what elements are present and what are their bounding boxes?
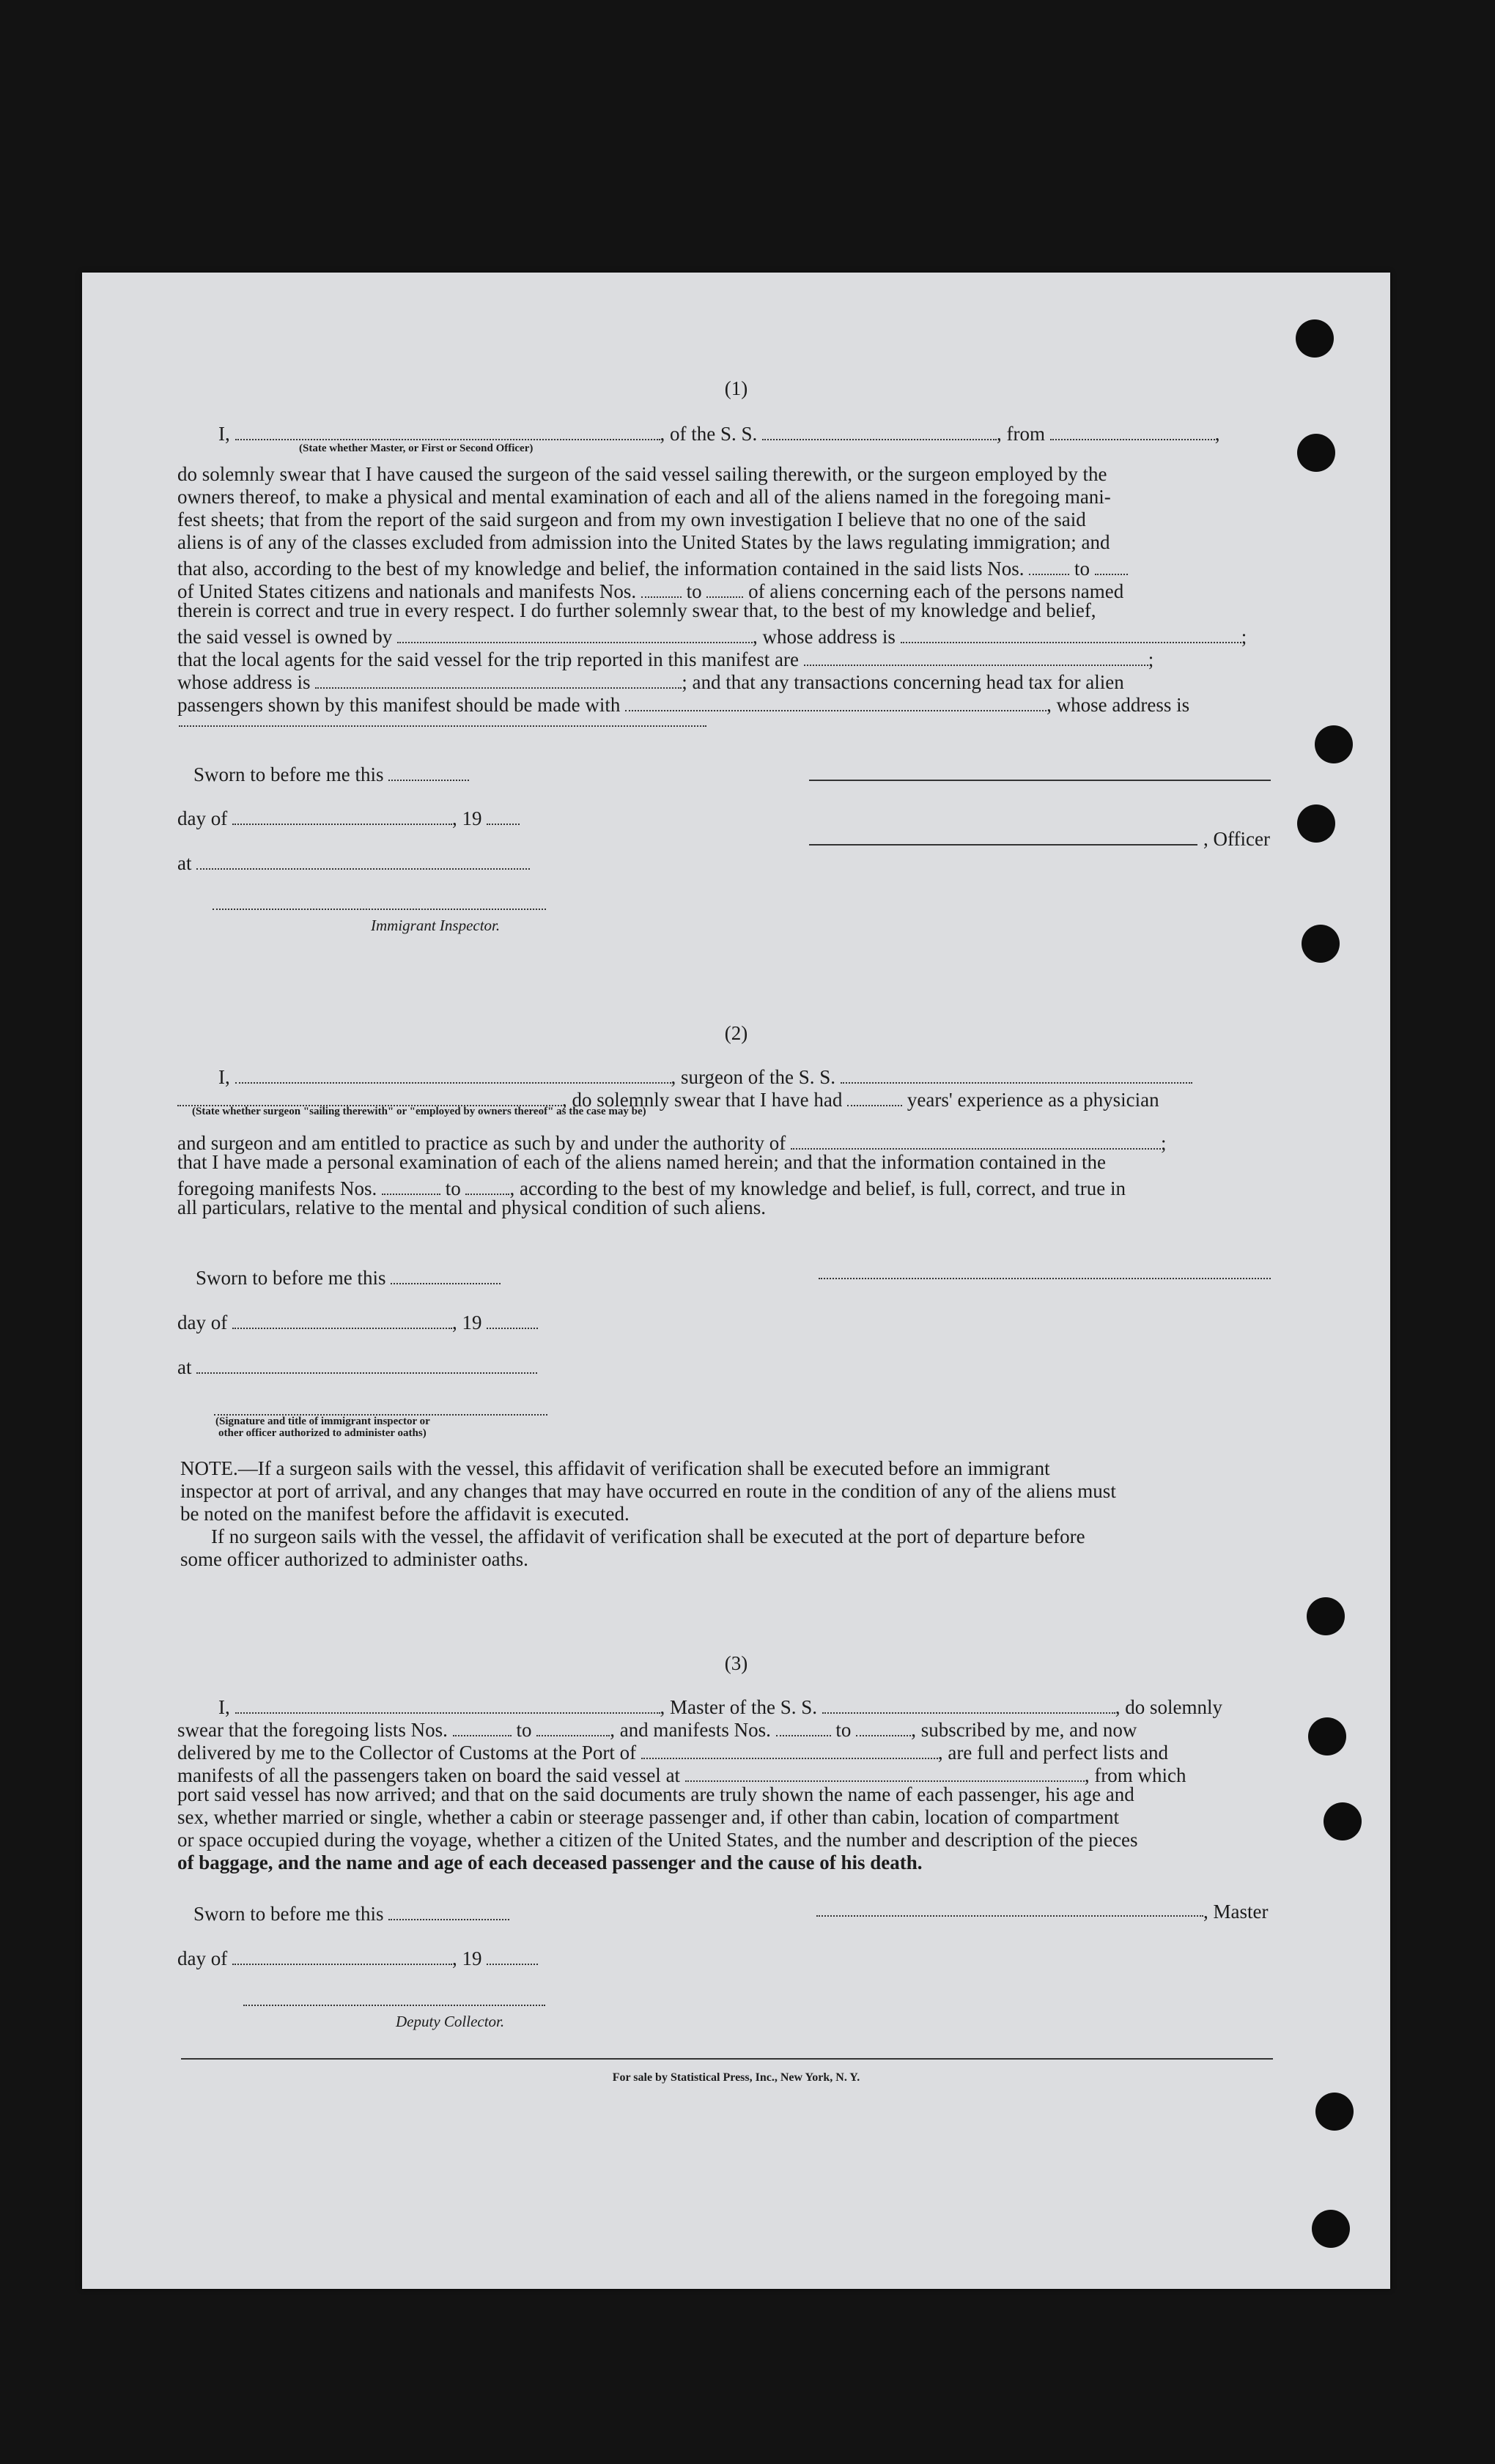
s2-line-1: I, , surgeon of the S. S.	[218, 1062, 1192, 1089]
binder-hole	[1315, 2093, 1354, 2131]
s1-line-4: fest sheets; that from the report of the said surgeon and from my own investigation I believe that no one of the said	[177, 508, 1086, 530]
s3-line-2: swear that the foregoing lists Nos. to , and manifests Nos. to , subscribed by me, and now	[177, 1715, 1137, 1742]
s1-line-1: I, , of the S. S. , from ,	[218, 419, 1220, 445]
note-para-1a: NOTE.—If a surgeon sails with the vessel, this affidavit of verification shall be executed before an immigrant	[180, 1457, 1050, 1479]
s1-line-10: that the local agents for the said vessel for the trip reported in this manifest are ;	[177, 645, 1153, 671]
s1-signature-line-1	[809, 780, 1271, 781]
s3-day-line: day of , 19	[177, 1944, 538, 1970]
s2-line-4: that I have made a personal examination of each of the aliens named herein; and that the information contained in the	[177, 1151, 1107, 1173]
s3-line-1: I, , Master of the S. S. , do solemnly	[218, 1692, 1222, 1719]
s2-caption-signature-b: other officer authorized to administer oaths)	[218, 1427, 427, 1439]
s1-caption-officer: (State whether Master, or First or Second Officer)	[299, 443, 534, 454]
note-para-2a: If no surgeon sails with the vessel, the affidavit of verification shall be executed at the port of departure before	[211, 1525, 1085, 1547]
binder-hole	[1324, 1802, 1362, 1840]
s2-line-2: , do solemnly swear that I have had years' experience as a physician	[177, 1085, 1159, 1111]
binder-hole	[1302, 925, 1340, 963]
manifest-affidavit-page	[82, 273, 1390, 2289]
s3-sworn-line: Sworn to before me this	[193, 1899, 509, 1925]
note-para-1b: inspector at port of arrival, and any changes that may have occurred en route in the condition of any of the aliens must	[180, 1480, 1116, 1502]
s1-line-9: the said vessel is owned by , whose address is ;	[177, 622, 1247, 648]
s2-sworn-line: Sworn to before me this	[196, 1263, 501, 1290]
section-2-number: (2)	[724, 1022, 748, 1044]
s1-immigrant-inspector-label: Immigrant Inspector.	[371, 917, 501, 934]
s3-master-signature-line	[816, 1915, 1203, 1917]
s3-line-3: delivered by me to the Collector of Customs at the Port of , are full and perfect lists and	[177, 1738, 1168, 1764]
s2-caption-surgeon: (State whether surgeon "sailing therewith" or "employed by owners thereof" as the case may be)	[192, 1106, 646, 1117]
s1-line-3: owners thereof, to make a physical and mental examination of each and all of the aliens named in the foregoing mani-	[177, 486, 1111, 508]
s2-line-3: and surgeon and am entitled to practice as such by and under the authority of ;	[177, 1128, 1167, 1155]
footer-publisher: For sale by Statistical Press, Inc., New York, N. Y.	[612, 2071, 860, 2084]
s3-line-7: or space occupied during the voyage, whether a citizen of the United States, and the number and description of the pieces	[177, 1829, 1138, 1851]
s1-at-line: at	[177, 848, 530, 875]
s1-line-6: that also, according to the best of my knowledge and belief, the information contained in the said lists Nos. to	[177, 554, 1128, 580]
s2-caption-signature-a: (Signature and title of immigrant inspector or	[215, 1416, 430, 1427]
s1-signature-line-2	[809, 844, 1197, 846]
s3-line-4: manifests of all the passengers taken on board the said vessel at , from which	[177, 1761, 1186, 1787]
s1-officer-label: , Officer	[1203, 828, 1270, 850]
binder-hole	[1297, 804, 1335, 843]
s3-collector-line	[243, 2005, 545, 2006]
binder-hole	[1296, 319, 1334, 358]
footer-rule	[181, 2058, 1273, 2060]
binder-hole	[1297, 434, 1335, 472]
s1-sworn-line: Sworn to before me this	[193, 760, 469, 786]
s3-line-5: port said vessel has now arrived; and that on the said documents are truly shown the name of each passenger, his age and	[177, 1783, 1134, 1805]
s1-line-12: passengers shown by this manifest should be made with , whose address is	[177, 690, 1189, 717]
s2-line-5: foregoing manifests Nos. to , according to the best of my knowledge and belief, is full, correct, and true in	[177, 1174, 1126, 1200]
binder-hole	[1315, 725, 1353, 763]
note-para-1c: be noted on the manifest before the affidavit is executed.	[180, 1503, 630, 1525]
section-3-number: (3)	[724, 1652, 748, 1674]
s1-line-11: whose address is ; and that any transactions concerning head tax for alien	[177, 667, 1124, 694]
s2-signature-line	[819, 1278, 1271, 1279]
s1-line-7: of United States citizens and nationals and manifests Nos. to of aliens concerning each of the persons named	[177, 577, 1123, 603]
s3-master-label: , Master	[1203, 1901, 1269, 1923]
s1-line-8: therein is correct and true in every respect. I do further solemnly swear that, to the best of my knowledge and belief,	[177, 599, 1096, 621]
s3-deputy-collector-label: Deputy Collector.	[396, 2013, 505, 2030]
s1-inspector-line	[213, 909, 546, 910]
note-para-2b: some officer authorized to administer oaths.	[180, 1548, 528, 1570]
s2-line-6: all particulars, relative to the mental and physical condition of such aliens.	[177, 1196, 766, 1218]
s3-line-6: sex, whether married or single, whether a cabin or steerage passenger and, if other than cabin, location of compartment	[177, 1806, 1120, 1828]
s1-line-2: do solemnly swear that I have caused the surgeon of the said vessel sailing therewith, or the surgeon employed by the	[177, 463, 1107, 485]
s3-line-8: of baggage, and the name and age of each deceased passenger and the cause of his death.	[177, 1851, 923, 1873]
s2-day-line: day of , 19	[177, 1308, 538, 1334]
binder-hole	[1307, 1597, 1345, 1635]
s1-address-line	[179, 725, 706, 727]
section-1-number: (1)	[724, 377, 748, 399]
s1-line-5: aliens is of any of the classes excluded from admission into the United States by the laws regulating immigration; and	[177, 531, 1110, 553]
binder-hole	[1308, 1717, 1346, 1755]
s1-day-line: day of , 19	[177, 804, 520, 830]
s2-at-line: at	[177, 1353, 537, 1379]
binder-hole	[1312, 2210, 1350, 2248]
